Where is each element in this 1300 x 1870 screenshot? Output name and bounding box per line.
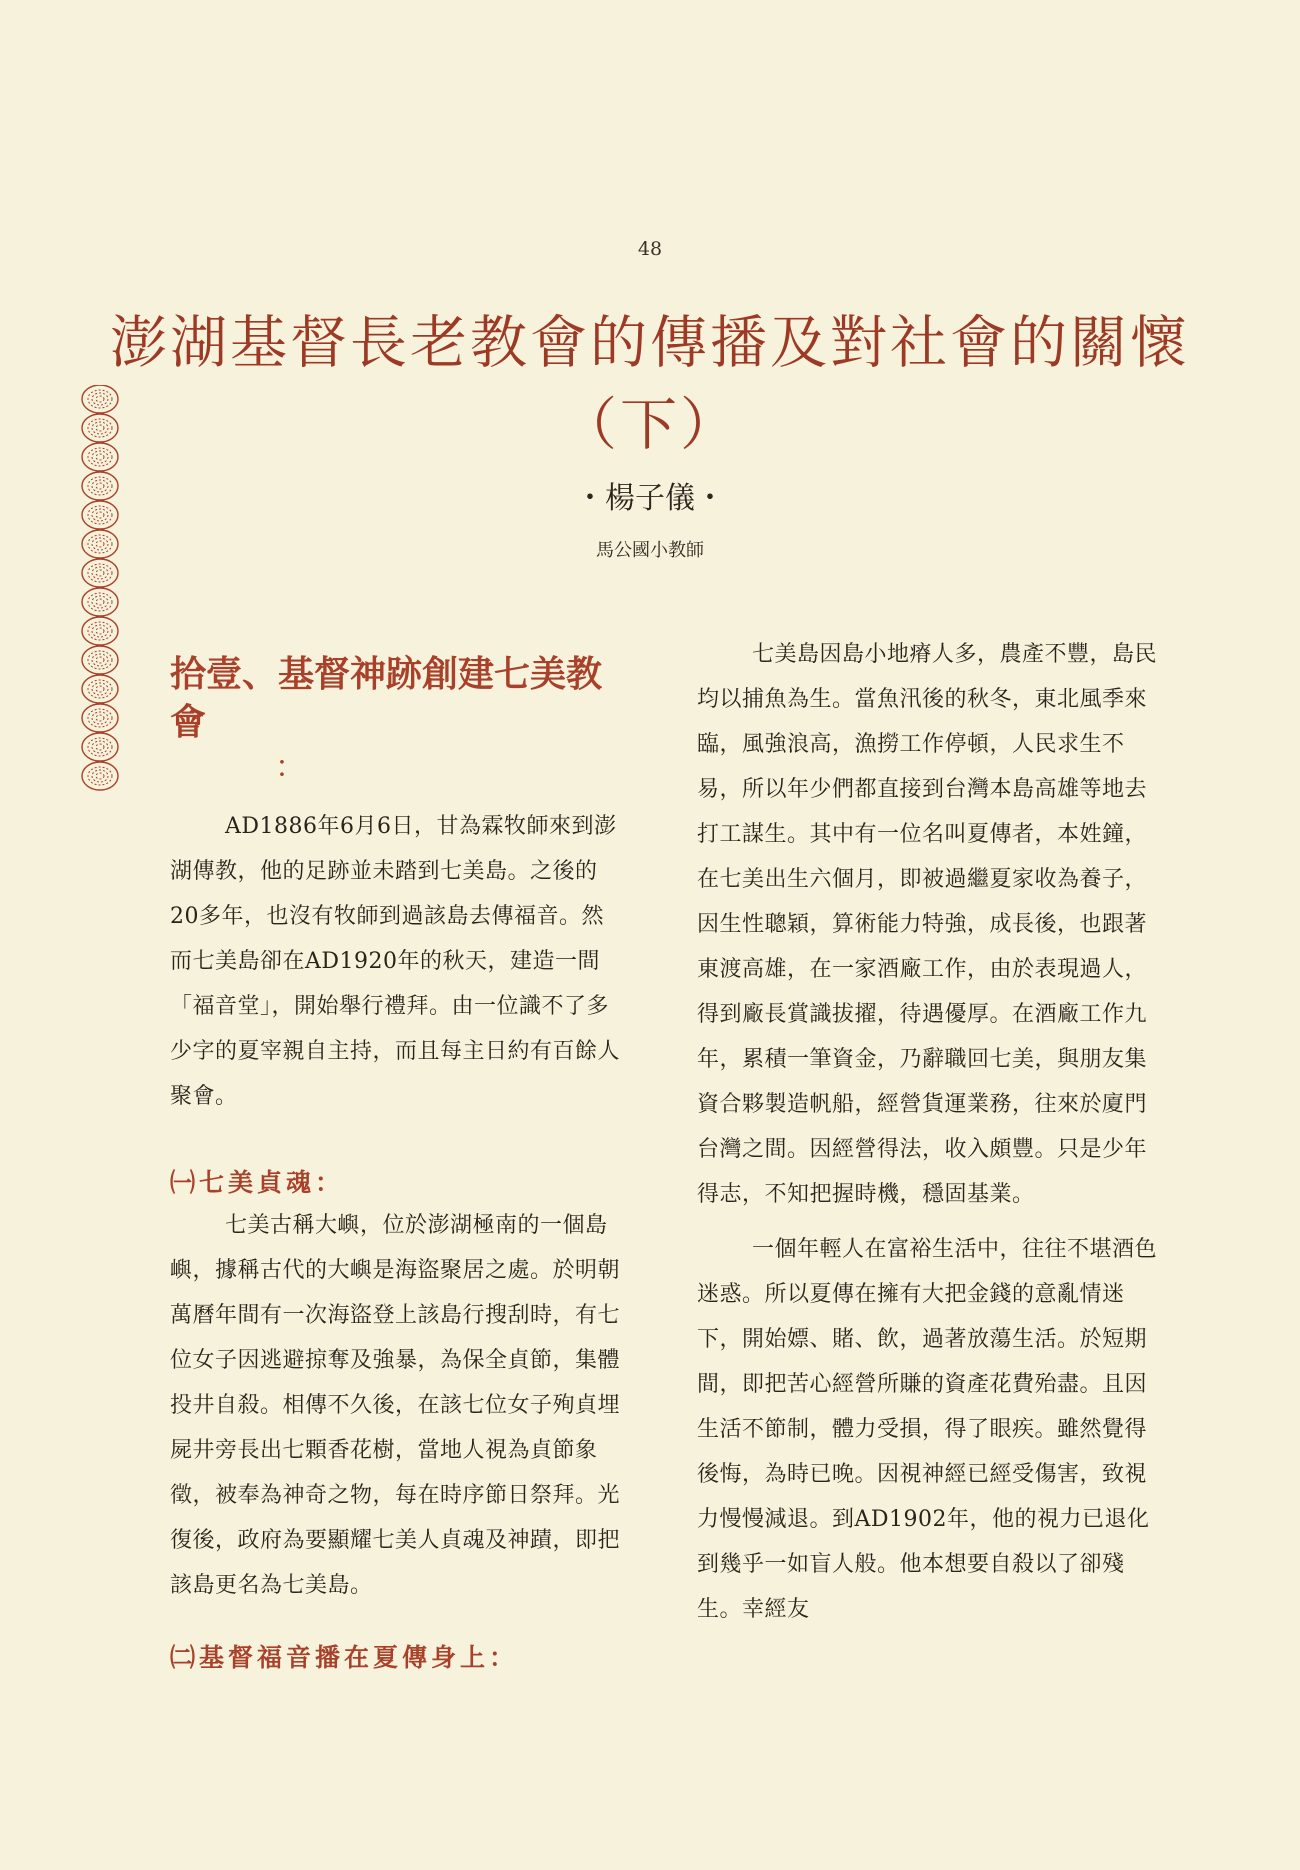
decorative-ornament-column [76, 385, 124, 795]
ornament-rosette [82, 385, 118, 413]
subsection-heading-seven-beauties: ㈠七美貞魂： [170, 1168, 345, 1197]
ornament-rosette [82, 414, 118, 442]
ornament-rosette [82, 530, 118, 558]
ornament-rosette [82, 472, 118, 500]
ornament-rosette [82, 675, 118, 703]
section-heading-colon: ： [275, 750, 305, 785]
author-name: ・楊子儀・ [575, 481, 725, 516]
section-paragraph: AD1886年6月6日，甘為霖牧師來到澎湖傳教，他的足跡並未踏到七美島。之後的20多年，也沒有牧師到過該島去傳福音。然而七美島卻在AD1920年的秋天，建造一間「福音堂」，開始舉行禮拜。由一位識不了多少字的夏宰親自主持，而且每主日約有百餘人聚會。 [170, 814, 621, 1109]
ornament-rosette [82, 704, 118, 732]
ornament-rosette [82, 443, 118, 471]
ornament-rosette [82, 617, 118, 645]
title-line-1: 澎湖基督長老教會的傳播及對社會的關懷 [110, 310, 1190, 376]
right-column [697, 632, 1162, 1632]
section-heading: 拾壹、基督神跡創建七美教會 [170, 653, 603, 743]
ornament-rosette [82, 559, 118, 587]
ornament-rosette [82, 588, 118, 616]
author-affiliation: 馬公國小教師 [596, 540, 704, 561]
ornament-rosette [82, 646, 118, 674]
right-paragraph-1: 七美島因島小地瘠人多，農產不豐，島民均以捕魚為生。當魚汛後的秋冬，東北風季來臨，風強浪高，漁撈工作停頓，人民求生不易，所以年少們都直接到台灣本島高雄等地去打工謀生。其中有一位名叫夏傳者，本姓鐘，在七美出生六個月，即被過繼夏家收為養子，因生性聰穎，算術能力特強，成長後，也跟著東渡高雄，在一家酒廠工作，由於表現過人，得到廠長賞識拔擢，待遇優厚。在酒廠工作九年，累積一筆資金，乃辭職回七美，與朋友集資合夥製造帆船，經營貨運業務，往來於廈門台灣之間。因經營得法，收入頗豐。只是少年得志，不知把握時機，穩固基業。 [697, 642, 1158, 1207]
right-paragraph-2: 一個年輕人在富裕生活中，往往不堪酒色迷惑。所以夏傳在擁有大把金錢的意亂情迷下，開始嫖、賭、飲，過著放蕩生活。於短期間，即把苦心經營所賺的資產花費殆盡。且因生活不節制，體力受損，得了眼疾。雖然覺得後悔，為時已晚。因視神經已經受傷害，致視力慢慢減退。到AD1902年，他的視力已退化到幾乎一如盲人般。他本想要自殺以了卻殘生。幸經友 [697, 1237, 1158, 1622]
subsection-paragraph-seven-beauties: 七美古稱大嶼，位於澎湖極南的一個島嶼，據稱古代的大嶼是海盜聚居之處。於明朝萬曆年間有一次海盜登上該島行搜刮時，有七位女子因逃避掠奪及強暴，為保全貞節，集體投井自殺。相傳不久後，在該七位女子殉貞埋屍井旁長出七顆香花樹，當地人視為貞節象徵，被奉為神奇之物，每在時序節日祭拜。光復後，政府為要顯耀七美人貞魂及神蹟，即把該島更名為七美島。 [170, 1213, 621, 1598]
page-number: 48 [637, 238, 663, 260]
subsection-heading-gospel: ㈡基督福音播在夏傳身上： [170, 1643, 519, 1672]
ornament-rosette [82, 733, 118, 761]
article-title [100, 302, 1200, 466]
ornament-rosette [82, 501, 118, 529]
ornament-rosette [82, 762, 118, 790]
left-column [170, 650, 625, 1678]
title-line-2: （下） [560, 392, 740, 458]
